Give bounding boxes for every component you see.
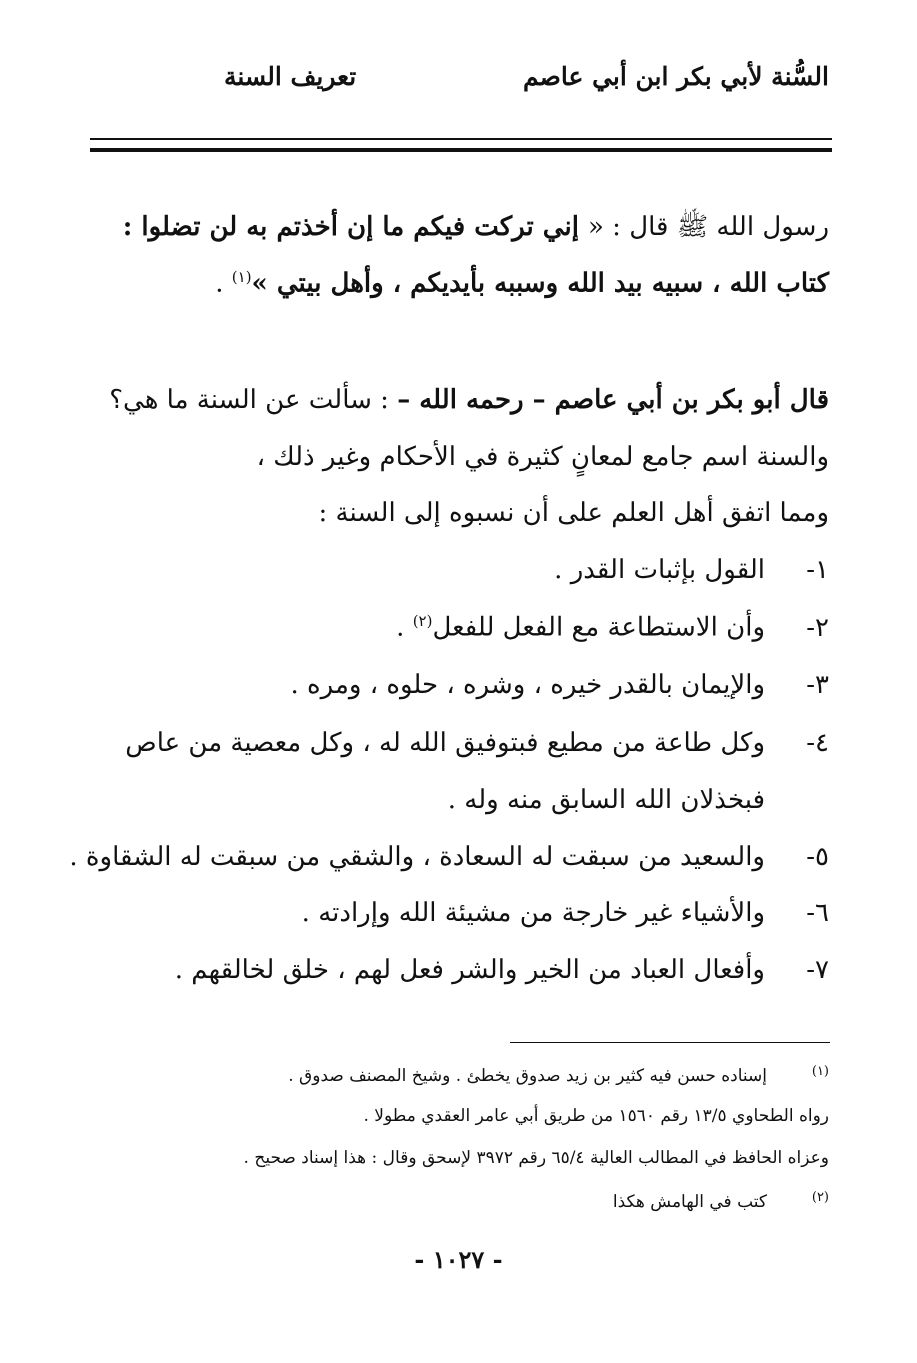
list-item-text: القول بإثبات القدر . [554, 555, 765, 585]
sunnah-intro: ومما اتفق أهل العلم على أن نسبوه إلى السنة : [318, 498, 829, 528]
book-title-header: السُّنة لأبي بكر ابن أبي عاصم [522, 62, 829, 91]
hadith-intro: رسول الله ﷺ قال : « [588, 212, 829, 242]
footnote-1-line-2: رواه الطحاوي ١٣/٥ رقم ١٥٦٠ من طريق أبي عامر العقدي مطولا . [363, 1106, 829, 1126]
list-item-text: والسعيد من سبقت له السعادة ، والشقي من سبقت له الشقاوة . [69, 842, 765, 872]
footnote-mark-1: (١) [811, 1064, 829, 1079]
list-item [554, 555, 829, 586]
sunnah-definition: والسنة اسم جامع لمعانٍ كثيرة في الأحكام وغير ذلك ، [256, 442, 829, 472]
author-name: قال أبو بكر بن أبي عاصم – رحمه الله – [397, 385, 829, 415]
list-item-text: والأشياء غير خارجة من مشيئة الله وإرادته . [301, 898, 765, 928]
list-item-number: ١- [806, 555, 829, 585]
footnote-ref-1: (١) [231, 268, 252, 286]
hadith-text-1: إني تركت فيكم ما إن أخذتم به لن تضلوا : [122, 212, 588, 242]
list-item-end: . [396, 612, 413, 643]
page-number: - ١٠٢٧ - [414, 1245, 503, 1274]
list-item-number: ٢- [806, 612, 829, 643]
list-item-text: والإيمان بالقدر خيره ، وشره ، حلوه ، ومره . [290, 670, 765, 700]
list-item [396, 612, 829, 644]
footnote-mark-2: (٢) [811, 1190, 829, 1205]
hadith-text-2: كتاب الله ، سبيه بيد الله وسببه بأيديكم ، وأهل بيتي » [251, 268, 829, 299]
header-rule-thin [90, 138, 832, 140]
list-item [125, 728, 829, 759]
list-item [69, 842, 829, 873]
list-item [290, 670, 829, 701]
list-item-text: وأفعال العباد من الخير والشر فعل لهم ، خلق لخالقهم . [174, 955, 765, 985]
list-item [302, 898, 829, 929]
list-item-number: ٣- [806, 670, 829, 700]
footnote-1-line-3: وعزاه الحافظ في المطالب العالية ٦٥/٤ رقم ٣٩٧٢ لإسحق وقال : هذا إسناد صحيح . [243, 1148, 829, 1168]
hadith-line-end: . [215, 268, 232, 299]
list-item-number: ٤- [806, 728, 829, 758]
hadith-line-2 [215, 268, 829, 300]
footnote-separator [510, 1042, 830, 1043]
list-item [175, 955, 829, 986]
footnote-2-line-1: كتب في الهامش هكذا [612, 1192, 767, 1212]
footnote-ref-2: (٢) [412, 612, 433, 630]
list-item-continuation: فبخذلان الله السابق منه وله . [447, 785, 765, 815]
author-question: : سألت عن السنة ما هي؟ [109, 385, 398, 415]
hadith-line-1 [123, 212, 829, 243]
list-item-text: وأن الاستطاعة مع الفعل للفعل [432, 612, 765, 643]
list-item-number: ٦- [806, 898, 829, 928]
list-item-number: ٥- [806, 842, 829, 872]
header-rule-thick [90, 148, 832, 152]
list-item-text: وكل طاعة من مطيع فبتوفيق الله له ، وكل معصية من عاص [125, 728, 765, 758]
list-item-number: ٧- [806, 955, 829, 985]
footnote-1-line-1: إسناده حسن فيه كثير بن زيد صدوق يخطئ . وشيخ المصنف صدوق . [288, 1066, 767, 1086]
author-statement [109, 385, 829, 416]
section-title-header: تعريف السنة [224, 62, 357, 91]
